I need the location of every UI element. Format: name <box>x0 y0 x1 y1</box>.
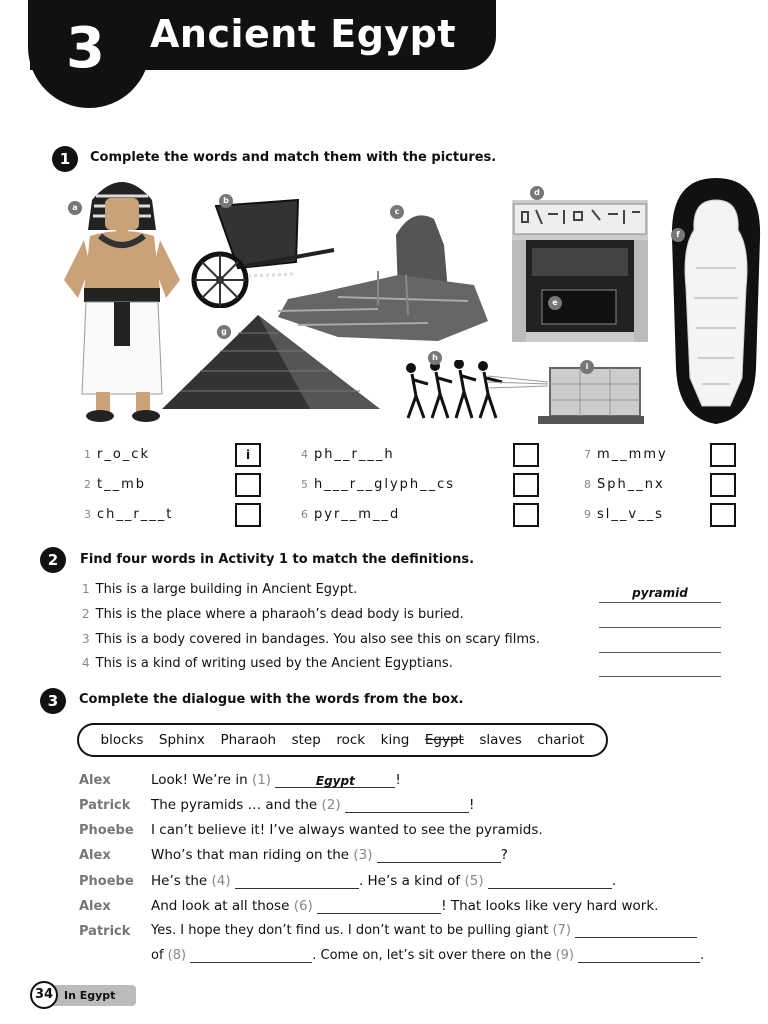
gap-3[interactable] <box>377 849 501 863</box>
picture-label-h: h <box>428 351 442 365</box>
answer-box-3[interactable] <box>235 503 261 527</box>
picture-label-e: e <box>548 296 562 310</box>
dialogue-line-1: Look! We’re in (1) Egypt ! <box>151 772 401 788</box>
word-box-item: rock <box>336 732 366 748</box>
word-item-7: 7 m__mmy <box>584 447 668 462</box>
gap-6[interactable] <box>317 900 441 914</box>
picture-label-a: a <box>68 201 82 215</box>
dialogue-line-8: of (8) . Come on, let’s sit over there on the (9) . <box>151 948 705 963</box>
dialogue-line-6: And look at all those (6) ! That looks like very hard work. <box>151 898 659 914</box>
word-box-item: chariot <box>537 732 585 748</box>
activity-3-number: 3 <box>40 688 66 714</box>
speaker-label: Alex <box>79 773 111 788</box>
dialogue-line-5: He’s the (4) . He’s a kind of (5) . <box>151 873 617 889</box>
answer-box-6[interactable] <box>513 503 539 527</box>
picture-label-g: g <box>217 325 231 339</box>
picture-label-f: f <box>671 228 685 242</box>
word-box-item-struck: Egypt <box>424 732 464 748</box>
word-box <box>77 723 608 757</box>
word-box-item: king <box>380 732 410 748</box>
picture-label-b: b <box>219 194 233 208</box>
activity-1-instruction: Complete the words and match them with the pictures. <box>90 150 497 165</box>
speaker-label: Phoebe <box>79 874 134 889</box>
word-box-item: step <box>291 732 321 748</box>
mummy-picture <box>670 178 762 426</box>
dialogue-line-3: I can’t believe it! I’ve always wanted to see the pyramids. <box>151 822 543 838</box>
answer-box-4[interactable] <box>513 443 539 467</box>
definition-4: 4 This is a kind of writing used by the Ancient Egyptians. <box>82 656 453 671</box>
activity-2-number: 2 <box>40 547 66 573</box>
footer-label: In Egypt <box>44 985 136 1006</box>
word-box-item: Pharaoh <box>220 732 277 748</box>
answer-box-8[interactable] <box>710 473 736 497</box>
gap-4[interactable] <box>235 875 359 889</box>
gap-8[interactable] <box>190 949 312 963</box>
definition-3: 3 This is a body covered in bandages. You also see this on scary films. <box>82 632 540 647</box>
speaker-label: Patrick <box>79 924 131 939</box>
word-box-item: Sphinx <box>158 732 205 748</box>
speaker-label: Phoebe <box>79 823 134 838</box>
answer-box-7[interactable] <box>710 443 736 467</box>
speaker-label: Alex <box>79 848 111 863</box>
word-item-4: 4 ph__r___h <box>301 447 395 462</box>
word-item-1: 1 r_o_ck <box>84 447 150 462</box>
word-item-2: 2 t__mb <box>84 477 147 492</box>
definition-line-2 <box>599 627 721 628</box>
answer-box-1[interactable]: i <box>235 443 261 467</box>
tomb-picture <box>512 200 648 342</box>
word-item-6: 6 pyr__m__d <box>301 507 401 522</box>
answer-box-9[interactable] <box>710 503 736 527</box>
page-number: 34 <box>30 981 58 1009</box>
picture-label-c: c <box>390 205 404 219</box>
definition-2: 2 This is the place where a pharaoh’s dead body is buried. <box>82 607 464 622</box>
word-item-9: 9 sl__v__s <box>584 507 664 522</box>
unit-number: 3 <box>66 16 105 81</box>
page-title: Ancient Egypt <box>150 12 457 56</box>
word-item-8: 8 Sph__nx <box>584 477 665 492</box>
activity-1-number: 1 <box>52 146 78 172</box>
definition-line-4 <box>599 676 721 677</box>
word-box-item: blocks <box>100 732 144 748</box>
definition-line-3 <box>599 652 721 653</box>
gap-1[interactable]: Egypt <box>275 774 395 788</box>
picture-label-i: i <box>580 360 594 374</box>
gap-7[interactable] <box>575 924 697 938</box>
gap-5[interactable] <box>488 875 612 889</box>
answer-box-5[interactable] <box>513 473 539 497</box>
activity-2-instruction: Find four words in Activity 1 to match the definitions. <box>80 552 475 567</box>
gap-2[interactable] <box>345 799 469 813</box>
activity-3-instruction: Complete the dialogue with the words from the box. <box>79 692 464 707</box>
definition-line-1 <box>599 602 721 603</box>
word-item-5: 5 h___r__glyph__cs <box>301 477 456 492</box>
word-item-3: 3 ch__r___t <box>84 507 174 522</box>
definition-answer-1[interactable]: pyramid <box>632 586 688 600</box>
answer-box-2[interactable] <box>235 473 261 497</box>
speaker-label: Alex <box>79 899 111 914</box>
speaker-label: Patrick <box>79 798 131 813</box>
picture-label-d: d <box>530 186 544 200</box>
dialogue-line-4: Who’s that man riding on the (3) ? <box>151 847 508 863</box>
word-box-item: slaves <box>479 732 522 748</box>
dialogue-line-7: Yes. I hope they don’t find us. I don’t want to be pulling giant (7) <box>151 923 697 938</box>
definition-1: 1 This is a large building in Ancient Egypt. <box>82 582 358 597</box>
gap-9[interactable] <box>578 949 700 963</box>
pyramid-picture <box>160 313 382 411</box>
dialogue-line-2: The pyramids … and the (2) ! <box>151 797 475 813</box>
rock-picture <box>488 362 644 426</box>
